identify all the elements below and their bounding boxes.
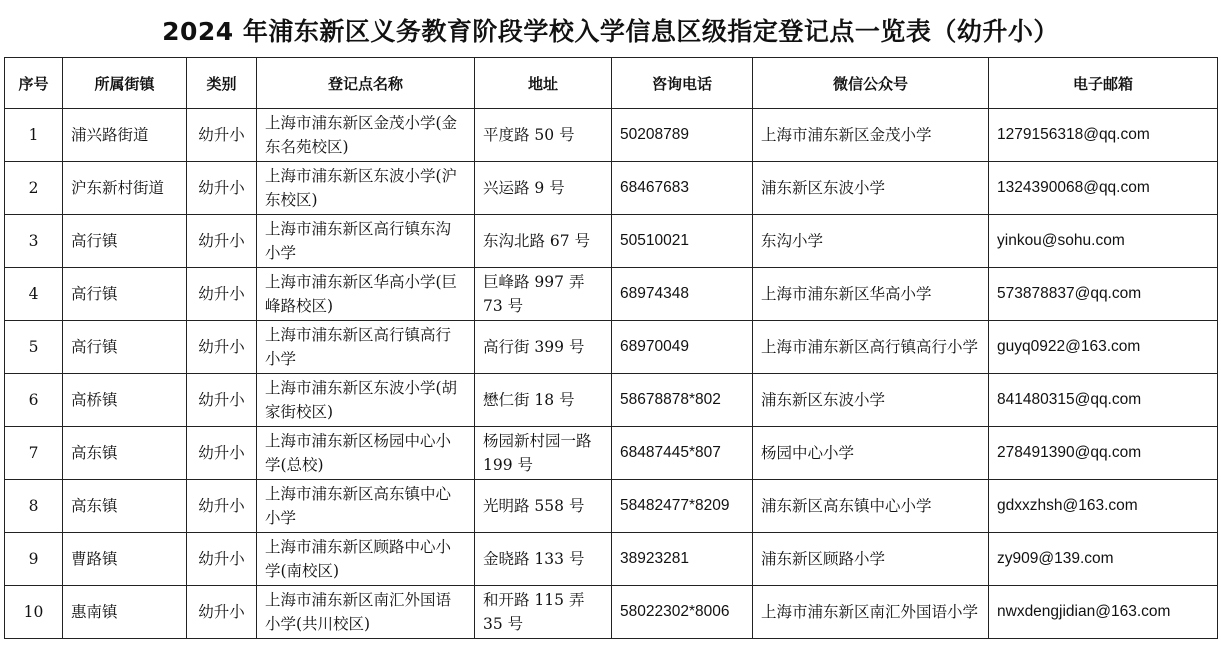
page-title: 2024 年浦东新区义务教育阶段学校入学信息区级指定登记点一览表（幼升小） bbox=[162, 17, 1059, 46]
cell-wechat: 杨园中心小学 bbox=[753, 427, 989, 480]
cell-email: 1324390068@qq.com bbox=[989, 162, 1218, 215]
cell-name: 上海市浦东新区高行镇东沟小学 bbox=[257, 215, 475, 268]
cell-category: 幼升小 bbox=[187, 374, 257, 427]
cell-name: 上海市浦东新区华高小学(巨峰路校区) bbox=[257, 268, 475, 321]
cell-address: 杨园新村园一路 199 号 bbox=[475, 427, 612, 480]
cell-no: 9 bbox=[5, 533, 63, 586]
cell-wechat: 上海市浦东新区华高小学 bbox=[753, 268, 989, 321]
cell-no: 4 bbox=[5, 268, 63, 321]
cell-address: 光明路 558 号 bbox=[475, 480, 612, 533]
cell-street: 惠南镇 bbox=[63, 586, 187, 639]
cell-phone: 50208789 bbox=[612, 109, 753, 162]
header-category: 类别 bbox=[187, 58, 257, 109]
table-row bbox=[5, 215, 1218, 268]
header-street: 所属街镇 bbox=[63, 58, 187, 109]
cell-street: 高东镇 bbox=[63, 427, 187, 480]
cell-address: 高行街 399 号 bbox=[475, 321, 612, 374]
cell-name: 上海市浦东新区高行镇高行小学 bbox=[257, 321, 475, 374]
cell-street: 高行镇 bbox=[63, 215, 187, 268]
table-row bbox=[5, 162, 1218, 215]
cell-phone: 68467683 bbox=[612, 162, 753, 215]
cell-phone: 68974348 bbox=[612, 268, 753, 321]
cell-address: 平度路 50 号 bbox=[475, 109, 612, 162]
header-phone: 咨询电话 bbox=[612, 58, 753, 109]
cell-street: 沪东新村街道 bbox=[63, 162, 187, 215]
table-row bbox=[5, 533, 1218, 586]
cell-no: 2 bbox=[5, 162, 63, 215]
cell-category: 幼升小 bbox=[187, 215, 257, 268]
cell-wechat: 上海市浦东新区南汇外国语小学 bbox=[753, 586, 989, 639]
cell-phone: 68487445*807 bbox=[612, 427, 753, 480]
cell-name: 上海市浦东新区顾路中心小学(南校区) bbox=[257, 533, 475, 586]
cell-email: yinkou@sohu.com bbox=[989, 215, 1218, 268]
cell-wechat: 浦东新区顾路小学 bbox=[753, 533, 989, 586]
table-row bbox=[5, 374, 1218, 427]
cell-phone: 68970049 bbox=[612, 321, 753, 374]
cell-wechat: 浦东新区东波小学 bbox=[753, 374, 989, 427]
cell-name: 上海市浦东新区东波小学(沪东校区) bbox=[257, 162, 475, 215]
cell-category: 幼升小 bbox=[187, 162, 257, 215]
cell-address: 兴运路 9 号 bbox=[475, 162, 612, 215]
cell-street: 高桥镇 bbox=[63, 374, 187, 427]
cell-phone: 58482477*8209 bbox=[612, 480, 753, 533]
cell-street: 高行镇 bbox=[63, 268, 187, 321]
cell-address: 和开路 115 弄 35 号 bbox=[475, 586, 612, 639]
cell-email: 573878837@qq.com bbox=[989, 268, 1218, 321]
cell-email: 1279156318@qq.com bbox=[989, 109, 1218, 162]
cell-no: 10 bbox=[5, 586, 63, 639]
cell-wechat: 上海市浦东新区高行镇高行小学 bbox=[753, 321, 989, 374]
cell-email: nwxdengjidian@163.com bbox=[989, 586, 1218, 639]
cell-no: 3 bbox=[5, 215, 63, 268]
cell-street: 浦兴路街道 bbox=[63, 109, 187, 162]
cell-category: 幼升小 bbox=[187, 321, 257, 374]
cell-email: gdxxzhsh@163.com bbox=[989, 480, 1218, 533]
cell-address: 巨峰路 997 弄 73 号 bbox=[475, 268, 612, 321]
cell-phone: 58022302*8006 bbox=[612, 586, 753, 639]
cell-email: zy909@139.com bbox=[989, 533, 1218, 586]
table-row bbox=[5, 427, 1218, 480]
cell-phone: 58678878*802 bbox=[612, 374, 753, 427]
cell-street: 高行镇 bbox=[63, 321, 187, 374]
header-address: 地址 bbox=[475, 58, 612, 109]
cell-name: 上海市浦东新区金茂小学(金东名苑校区) bbox=[257, 109, 475, 162]
cell-no: 1 bbox=[5, 109, 63, 162]
cell-no: 7 bbox=[5, 427, 63, 480]
cell-email: 841480315@qq.com bbox=[989, 374, 1218, 427]
cell-street: 曹路镇 bbox=[63, 533, 187, 586]
header-name: 登记点名称 bbox=[257, 58, 475, 109]
table-row bbox=[5, 109, 1218, 162]
table-row bbox=[5, 321, 1218, 374]
header-wechat: 微信公众号 bbox=[753, 58, 989, 109]
cell-no: 5 bbox=[5, 321, 63, 374]
cell-category: 幼升小 bbox=[187, 586, 257, 639]
cell-category: 幼升小 bbox=[187, 268, 257, 321]
cell-email: 278491390@qq.com bbox=[989, 427, 1218, 480]
cell-address: 懋仁街 18 号 bbox=[475, 374, 612, 427]
table-row bbox=[5, 268, 1218, 321]
cell-wechat: 上海市浦东新区金茂小学 bbox=[753, 109, 989, 162]
table-row bbox=[5, 480, 1218, 533]
header-email: 电子邮箱 bbox=[989, 58, 1218, 109]
registration-table bbox=[4, 57, 1218, 639]
cell-no: 6 bbox=[5, 374, 63, 427]
table-row bbox=[5, 586, 1218, 639]
cell-email: guyq0922@163.com bbox=[989, 321, 1218, 374]
cell-category: 幼升小 bbox=[187, 109, 257, 162]
cell-no: 8 bbox=[5, 480, 63, 533]
cell-category: 幼升小 bbox=[187, 533, 257, 586]
cell-category: 幼升小 bbox=[187, 427, 257, 480]
cell-wechat: 浦东新区高东镇中心小学 bbox=[753, 480, 989, 533]
cell-name: 上海市浦东新区高东镇中心小学 bbox=[257, 480, 475, 533]
cell-phone: 50510021 bbox=[612, 215, 753, 268]
cell-phone: 38923281 bbox=[612, 533, 753, 586]
cell-category: 幼升小 bbox=[187, 480, 257, 533]
cell-wechat: 浦东新区东波小学 bbox=[753, 162, 989, 215]
cell-address: 金晓路 133 号 bbox=[475, 533, 612, 586]
cell-name: 上海市浦东新区东波小学(胡家街校区) bbox=[257, 374, 475, 427]
cell-name: 上海市浦东新区杨园中心小学(总校) bbox=[257, 427, 475, 480]
table-header-row bbox=[5, 58, 1218, 109]
cell-address: 东沟北路 67 号 bbox=[475, 215, 612, 268]
cell-street: 高东镇 bbox=[63, 480, 187, 533]
cell-name: 上海市浦东新区南汇外国语小学(共川校区) bbox=[257, 586, 475, 639]
header-no: 序号 bbox=[5, 58, 63, 109]
cell-wechat: 东沟小学 bbox=[753, 215, 989, 268]
